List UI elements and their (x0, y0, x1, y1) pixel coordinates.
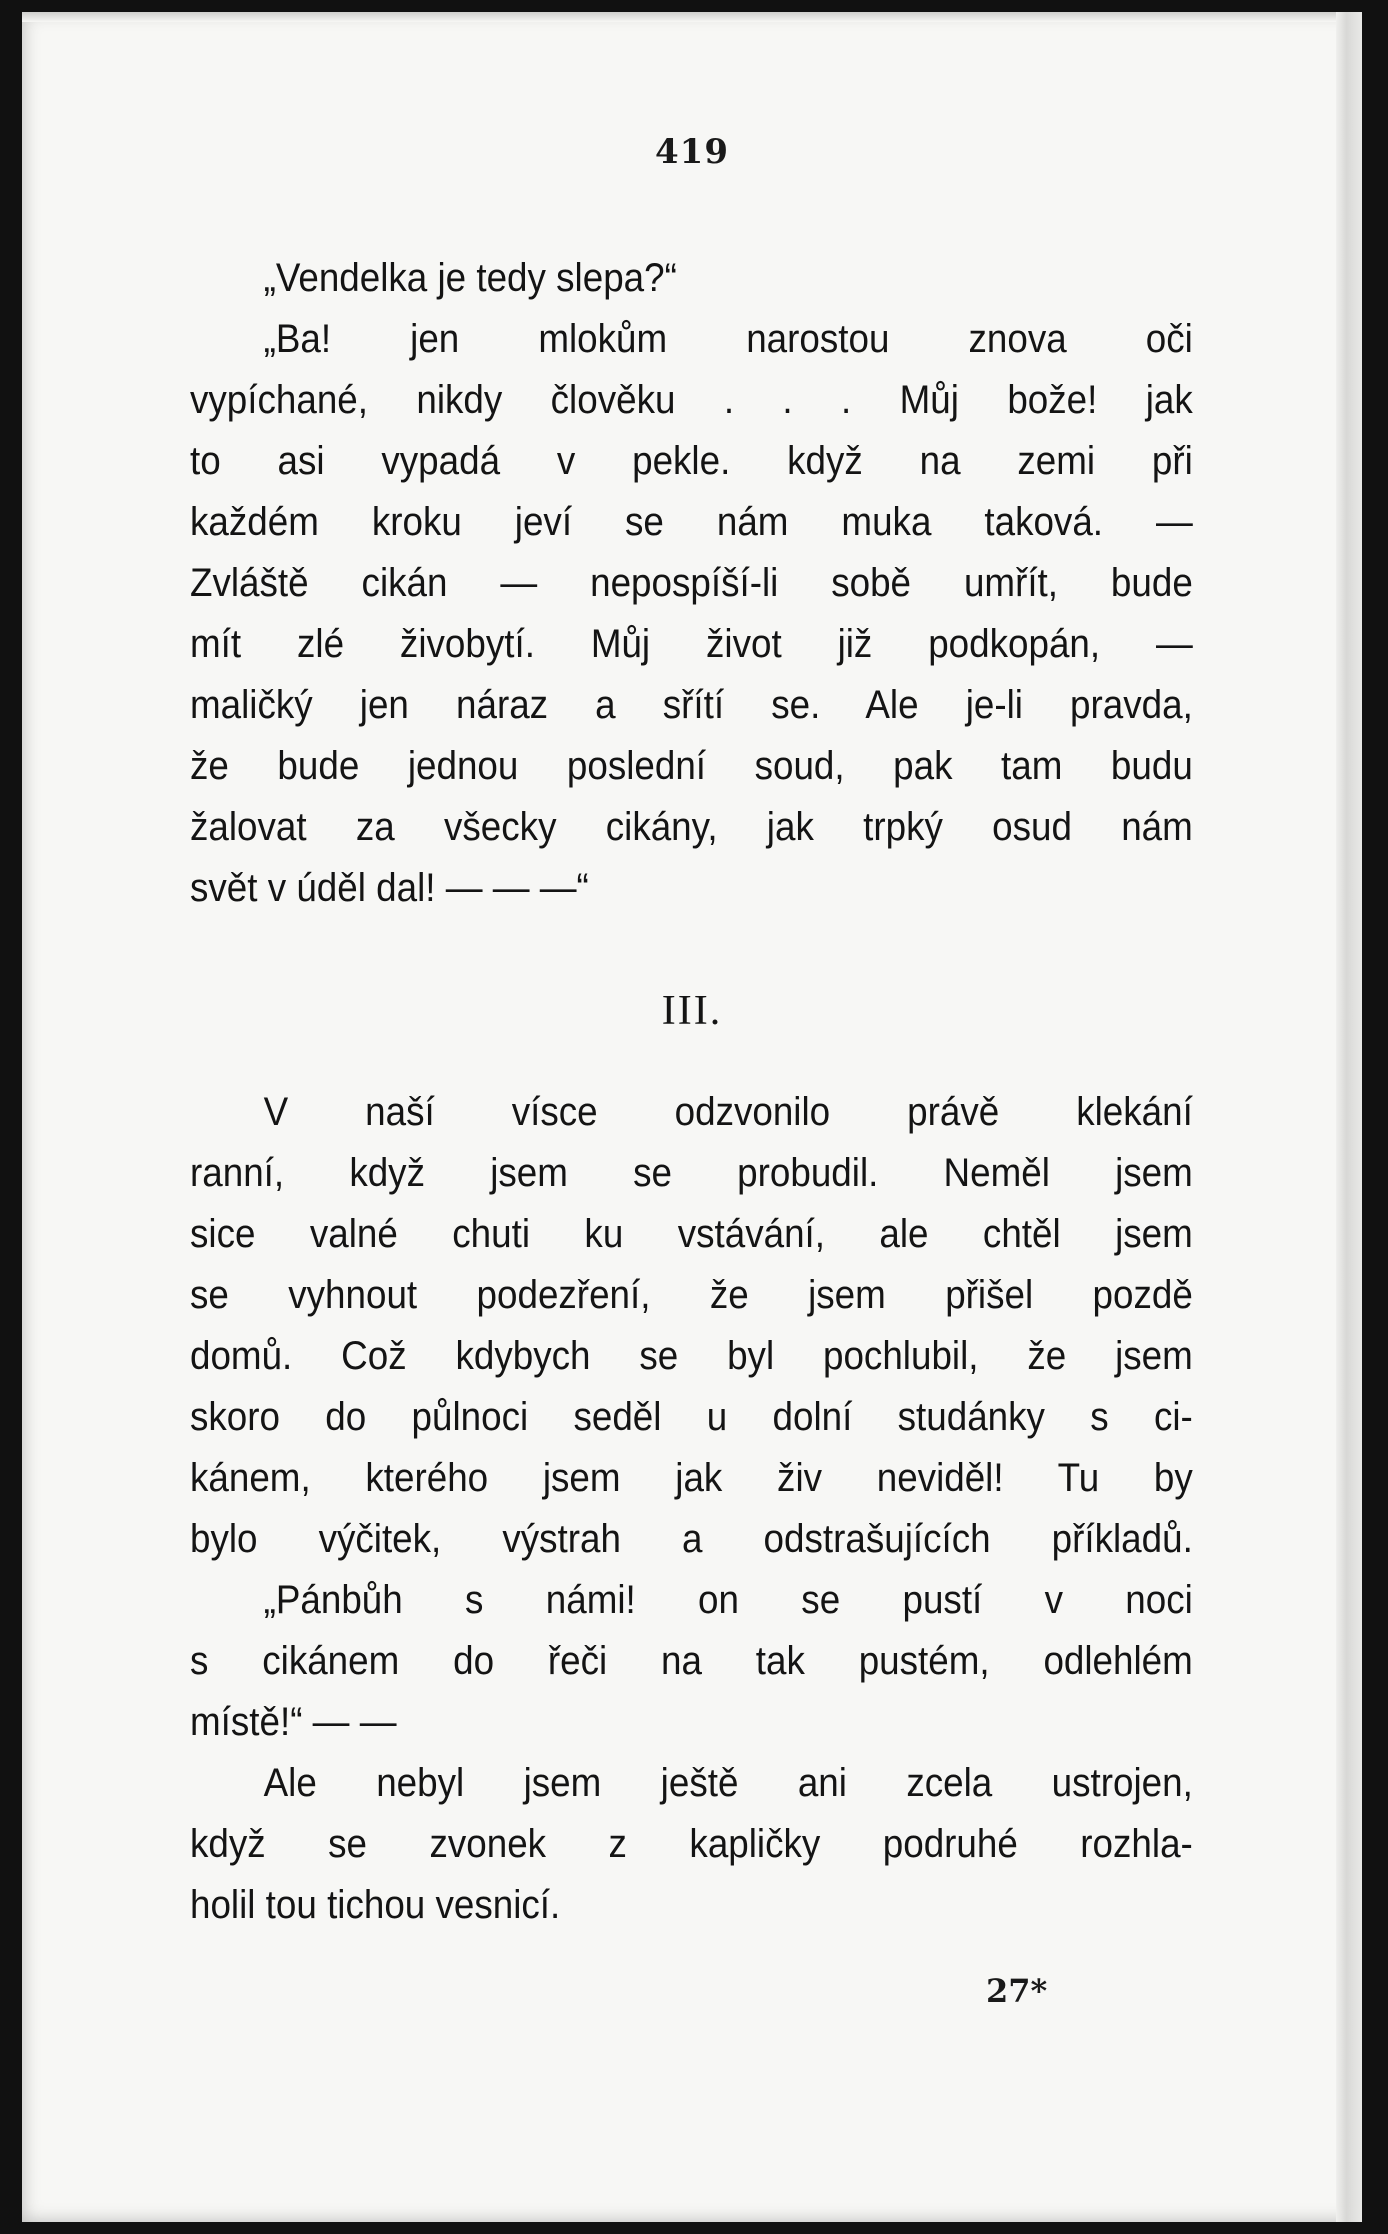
text-line: se vyhnout podezření, že jsem přišel pozdě (190, 1273, 1193, 1317)
page-number: 419 (655, 132, 729, 172)
text-line: místě!“ — — (190, 1700, 397, 1744)
text-line: maličký jen náraz a sřítí se. Ale je-li pravda, (190, 683, 1193, 727)
text-line: V naší vísce odzvonilo právě klekání (263, 1090, 1193, 1134)
text-line: každém kroku jeví se nám muka taková. — (190, 500, 1193, 544)
text-line: domů. Což kdybych se byl pochlubil, že jsem (190, 1334, 1193, 1378)
text-line: „Ba! jen mlokům narostou znova oči (263, 317, 1193, 361)
text-line: Ale nebyl jsem ještě ani zcela ustrojen, (263, 1761, 1193, 1805)
text-line: že bude jednou poslední soud, pak tam budu (190, 744, 1193, 788)
text-line: to asi vypadá v pekle. když na zemi při (190, 439, 1193, 483)
text-line: vypíchané, nikdy člověku . . . Můj bože! jak (190, 378, 1193, 422)
text-line: sice valné chuti ku vstávání, ale chtěl jsem (190, 1212, 1193, 1256)
text-block-dialogue (190, 248, 1196, 919)
text-line: holil tou tichou vesnicí. (190, 1883, 561, 1927)
text-line: „Pánbůh s námi! on se pustí v noci (263, 1578, 1193, 1622)
book-page (22, 12, 1362, 2222)
text-line: ranní, když jsem se probudil. Neměl jsem (190, 1151, 1193, 1195)
text-line: svět v úděl dal! — — —“ (190, 866, 589, 910)
text-line: bylo výčitek, výstrah a odstrašujících příkladů. (190, 1517, 1193, 1561)
text-line: kánem, kterého jsem jak živ neviděl! Tu by (190, 1456, 1193, 1500)
text-line: s cikánem do řeči na tak pustém, odlehlém (190, 1639, 1193, 1683)
signature-mark: 27* (986, 1972, 1048, 2010)
page-top-shadow (22, 12, 1362, 22)
text-line: žalovat za všecky cikány, jak trpký osud nám (190, 805, 1193, 849)
chapter-heading: III. (661, 988, 723, 1034)
text-line: Zvláště cikán — nepospíší-li sobě umřít, bude (190, 561, 1193, 605)
text-line: „Vendelka je tedy slepa?“ (263, 256, 677, 300)
text-block-narrative (190, 1082, 1196, 1936)
text-line: když se zvonek z kapličky podruhé rozhla- (190, 1822, 1193, 1866)
text-line: skoro do půlnoci seděl u dolní studánky s ci- (190, 1395, 1193, 1439)
page-right-edge (1336, 12, 1362, 2222)
text-line: mít zlé živobytí. Můj život již podkopán, — (190, 622, 1193, 666)
